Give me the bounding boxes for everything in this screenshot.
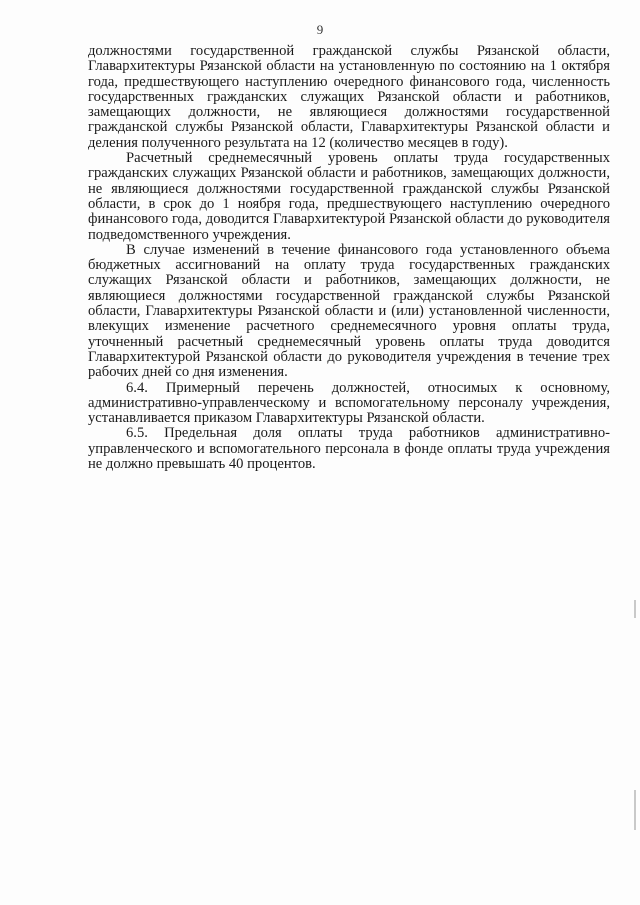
paragraph-continuation: должностями государственной гражданской службы Рязанской области, Главархитектуры Рязанской области на установленную по состоянию на 1 октября года, предшествующего наступлению очередного финансового года, численность государственных гражданских служащих Рязанской области и работников, замещающих должности, не являющиеся должностями государственной гражданской службы Рязанской области, Главархитектуры Рязанской области и деления полученного результата на 12 (количество месяцев в году).: [88, 43, 610, 151]
paragraph-budget-changes: В случае изменений в течение финансового года установленного объема бюджетных ассигнований на оплату труда государственных гражданских служащих Рязанской области и работников, замещающих должности, не являющиеся должностями государственной гражданской службы Рязанской области, Главархитектуры Рязанской области и (или) установленной численности, влекущих изменение расчетного среднемесячного уровня оплаты труда, уточненный расчетный среднемесячный уровень оплаты труда доводится Главархитектурой Рязанской области до руководителя учреждения в течение трех рабочих дней со дня изменения.: [88, 241, 610, 381]
page-number: 9: [316, 22, 324, 37]
paragraph-6-4: 6.4. Примерный перечень должностей, относимых к основному, административно-управленческому и вспомогательному персоналу учреждения, устанавливается приказом Главархитектуры Рязанской области.: [88, 379, 610, 427]
paragraph-calculated-salary-level: Расчетный среднемесячный уровень оплаты труда государственных гражданских служащих Рязанской области и работников, замещающих должности, не являющиеся должностями государственной гражданской службы Рязанской области, в срок до 1 ноября года, предшествующего наступлению очередного финансового года, доводится Главархитектурой Рязанской области до руководителя подведомственного учреждения.: [88, 150, 610, 243]
scan-edge-mark: [634, 600, 636, 618]
document-body: [88, 44, 610, 472]
scan-edge-mark: [634, 790, 636, 830]
paragraph-6-5: 6.5. Предельная доля оплаты труда работников административно-управленческого и вспомогательного персонала в фонде оплаты труда учреждения не должно превышать 40 процентов.: [88, 425, 610, 473]
